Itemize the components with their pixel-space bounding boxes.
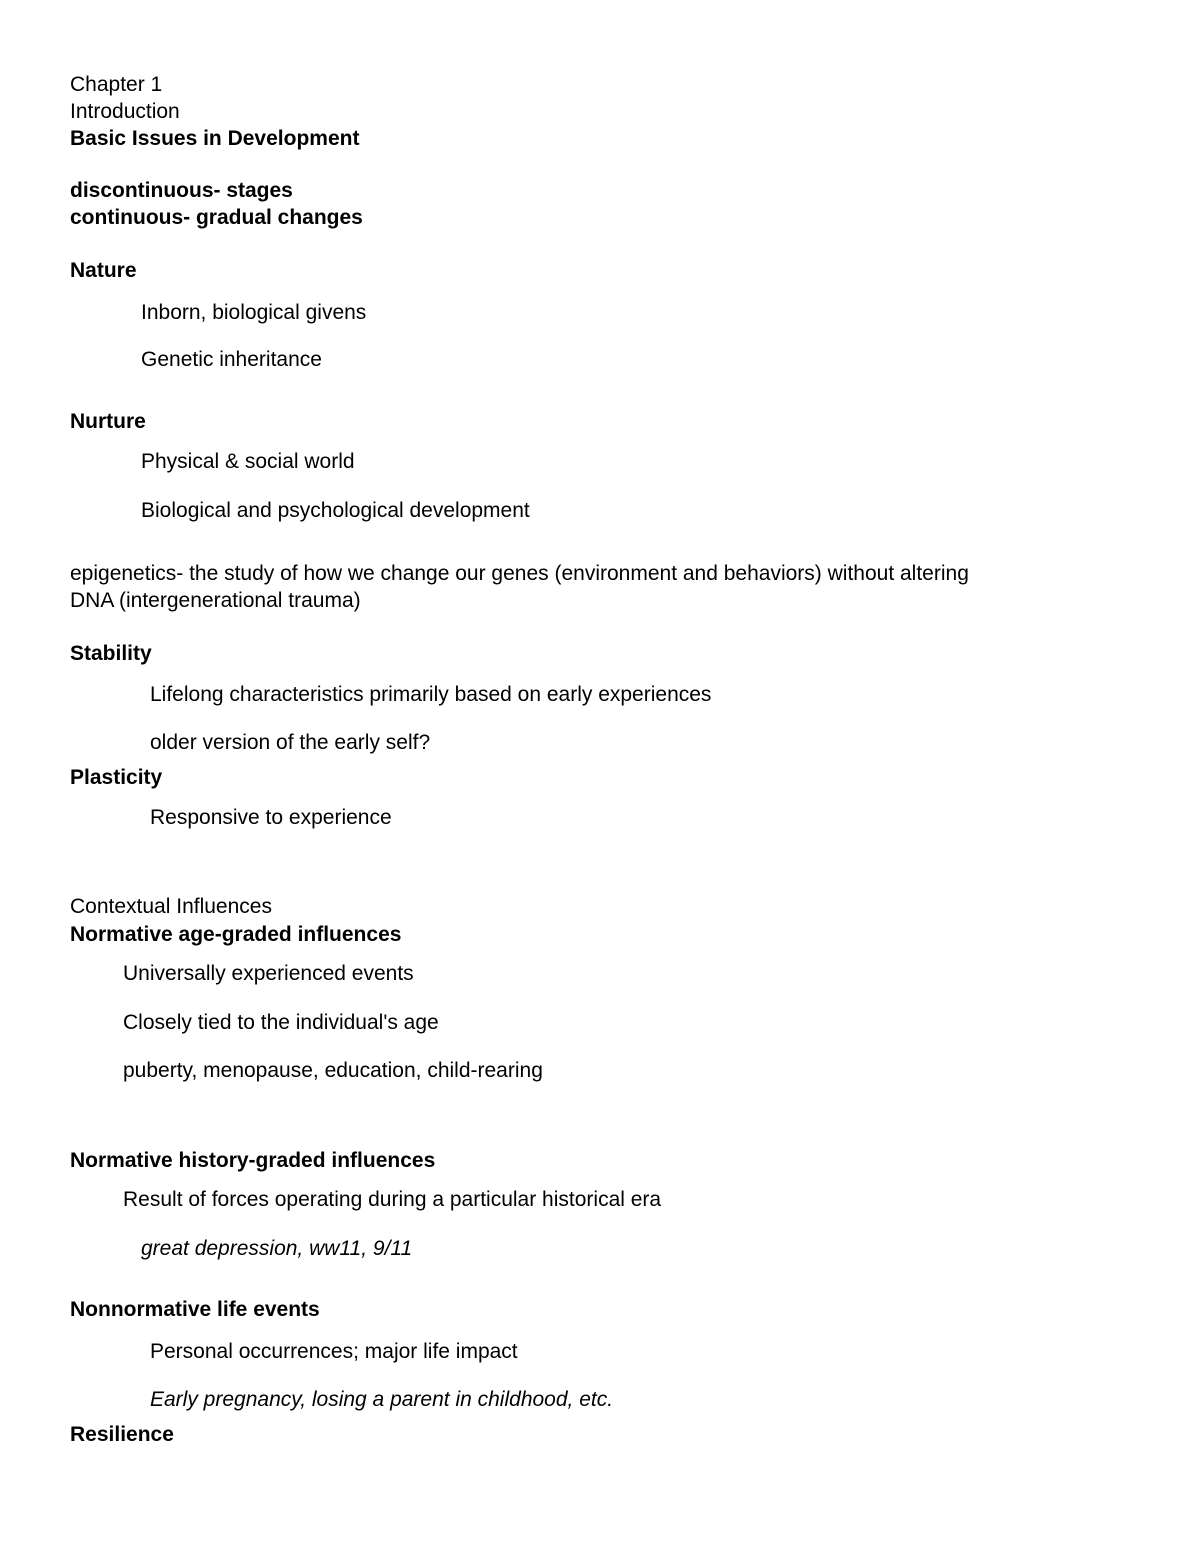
nurture-item: Physical & social world — [141, 450, 355, 473]
discontinuous-definition: discontinuous- stages — [70, 179, 293, 202]
epigenetics-line-2: DNA (intergenerational trauma) — [70, 589, 361, 612]
nurture-heading: Nurture — [70, 410, 146, 433]
age-graded-item: puberty, menopause, education, child-rearing — [123, 1059, 543, 1082]
plasticity-item: Responsive to experience — [150, 806, 392, 829]
nonnormative-item: Personal occurrences; major life impact — [150, 1340, 518, 1363]
stability-item: Lifelong characteristics primarily based on early experiences — [150, 683, 712, 706]
stability-heading: Stability — [70, 642, 152, 665]
nature-item: Genetic inheritance — [141, 348, 322, 371]
nonnormative-heading: Nonnormative life events — [70, 1298, 320, 1321]
history-graded-heading: Normative history-graded influences — [70, 1149, 436, 1172]
age-graded-item: Closely tied to the individual's age — [123, 1011, 439, 1034]
stability-item: older version of the early self? — [150, 731, 431, 754]
history-graded-item: Result of forces operating during a particular historical era — [123, 1188, 662, 1211]
epigenetics-line-1: epigenetics- the study of how we change our genes (environment and behaviors) without altering — [70, 562, 969, 585]
nonnormative-example: Early pregnancy, losing a parent in childhood, etc. — [150, 1388, 614, 1411]
age-graded-heading: Normative age-graded influences — [70, 923, 402, 946]
nurture-item: Biological and psychological development — [141, 499, 530, 522]
plasticity-heading: Plasticity — [70, 766, 163, 789]
resilience-heading: Resilience — [70, 1423, 174, 1446]
age-graded-item: Universally experienced events — [123, 962, 414, 985]
contextual-influences-heading: Contextual Influences — [70, 895, 272, 918]
chapter-label: Chapter 1 — [70, 73, 163, 96]
section-title: Basic Issues in Development — [70, 127, 360, 150]
chapter-title: Introduction — [70, 100, 180, 123]
nature-item: Inborn, biological givens — [141, 301, 367, 324]
nature-heading: Nature — [70, 259, 137, 282]
history-graded-example: great depression, ww11, 9/11 — [141, 1237, 413, 1260]
continuous-definition: continuous- gradual changes — [70, 206, 363, 229]
